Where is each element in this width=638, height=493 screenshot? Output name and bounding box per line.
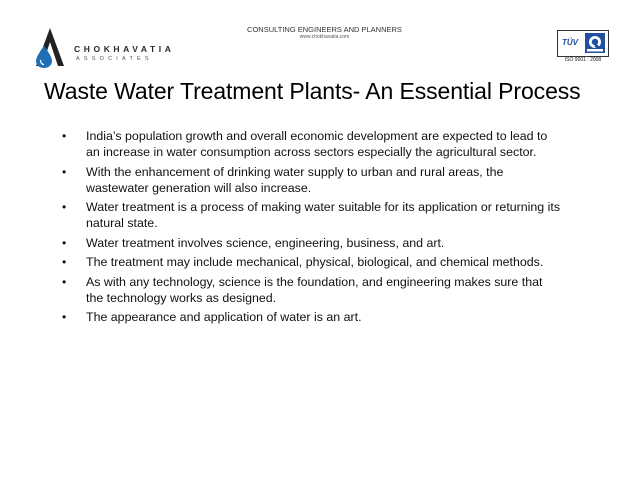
water-drop-logo-icon [30, 24, 70, 68]
list-item [62, 128, 562, 160]
bullet-text: As with any technology, science is the foundation, and engineering makes sure that the technology works as designed. [86, 274, 543, 305]
company-name: CHOKHAVATIA [74, 44, 175, 54]
bullet-icon: • [62, 129, 67, 143]
iso-standard: ISO 9001 : 2008 [564, 57, 602, 63]
company-tagline: CONSULTING ENGINEERS AND PLANNERS [247, 25, 402, 34]
certification-seal-icon [585, 33, 605, 53]
certification-mark: TÜV [562, 38, 578, 47]
bullet-icon: • [62, 310, 67, 325]
list-item [62, 274, 562, 306]
list-item [62, 254, 562, 270]
company-logo [30, 24, 180, 68]
bullet-text: Water treatment involves science, engineering, business, and art. [86, 235, 445, 250]
bullet-list [62, 128, 562, 329]
slide-title: Waste Water Treatment Plants- An Essential Process [44, 78, 581, 104]
bullet-text: India’s population growth and overall economic development are expected to lead to an increase in water consumption across sectors especially the agricultural sector. [86, 129, 548, 160]
list-item [62, 199, 562, 231]
list-item [62, 235, 562, 251]
company-website: www.chokhavatia.com [299, 34, 350, 40]
bullet-icon: • [62, 235, 67, 250]
bullet-icon: • [62, 200, 67, 215]
certification-badge [555, 30, 611, 66]
bullet-text: The treatment may include mechanical, physical, biological, and chemical methods. [86, 255, 544, 270]
bullet-text: With the enhancement of drinking water supply to urban and rural areas, the wastewater generation will also increase. [86, 164, 504, 195]
certification-frame [557, 30, 609, 57]
list-item [62, 164, 562, 196]
bullet-icon: • [62, 164, 67, 179]
list-item [62, 309, 562, 325]
bullet-text: The appearance and application of water is an art. [86, 310, 362, 325]
bullet-icon: • [62, 255, 67, 270]
bullet-text: Water treatment is a process of making water suitable for its application or returning its natural state. [86, 200, 561, 231]
bullet-icon: • [62, 274, 67, 289]
company-subname: ASSOCIATES [76, 56, 153, 62]
